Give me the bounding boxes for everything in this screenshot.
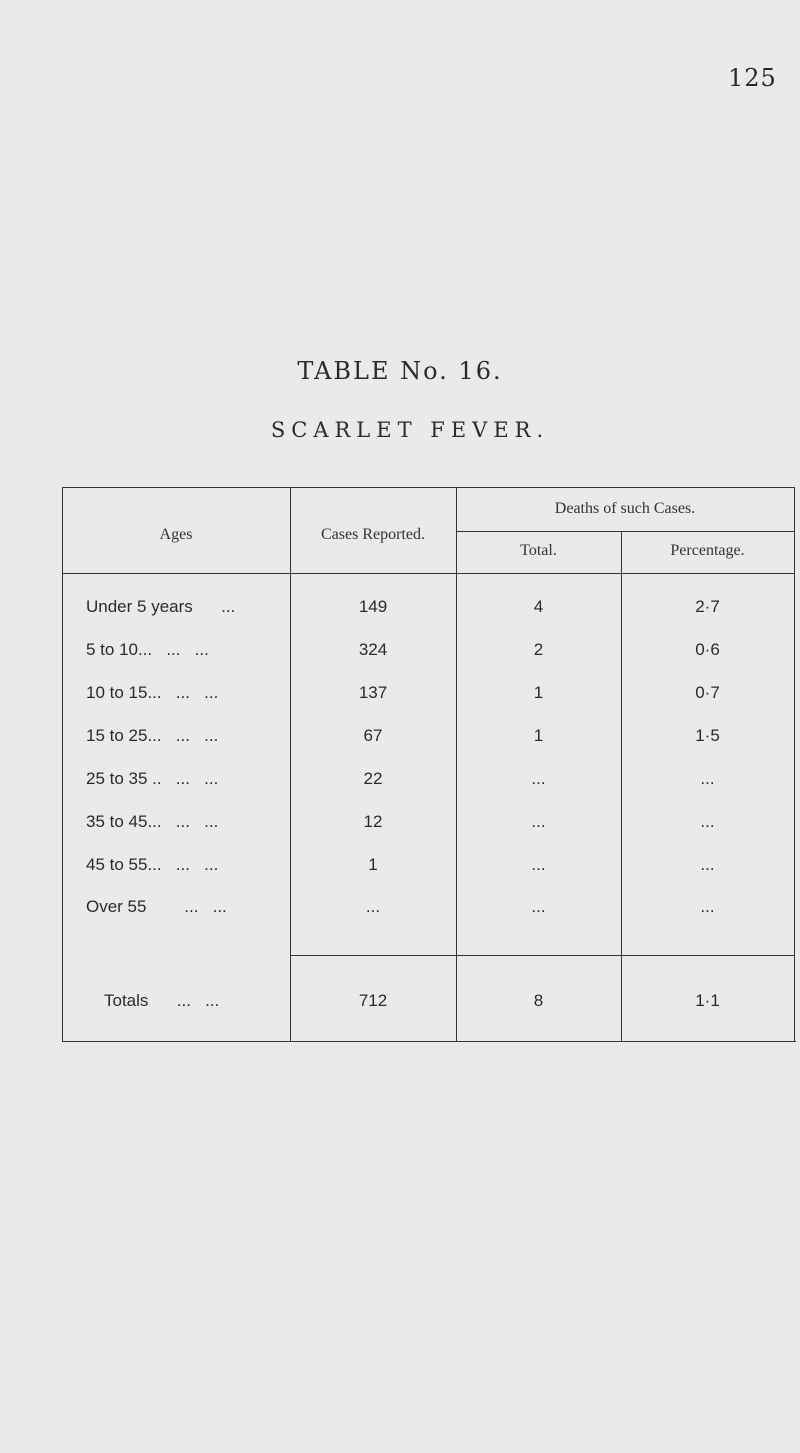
row-total: 4 <box>533 597 544 616</box>
row-percentage: 0·6 <box>695 640 720 659</box>
row-cases: 137 <box>358 683 388 702</box>
row-total: ... <box>531 812 546 831</box>
row-age: 45 to 55... ... ... <box>86 855 219 874</box>
header-cases-reported: Cases Reported. <box>321 526 425 543</box>
row-percentage: ... <box>700 855 715 874</box>
totals-cases: 712 <box>358 991 388 1010</box>
row-cases: 12 <box>363 812 383 831</box>
cases-deaths-divider <box>456 487 457 1041</box>
row-age: Over 55 ... ... <box>86 897 227 916</box>
right-border <box>794 487 795 1041</box>
row-percentage: ... <box>700 897 715 916</box>
row-age: 25 to 35 .. ... ... <box>86 769 219 788</box>
header-total: Total. <box>520 542 557 559</box>
row-percentage: 0·7 <box>695 683 720 702</box>
totals-deaths: 8 <box>533 991 544 1010</box>
page-number: 125 <box>728 64 777 92</box>
left-border <box>62 487 63 1041</box>
row-total: ... <box>531 855 546 874</box>
header-percentage: Percentage. <box>670 542 745 559</box>
table-title: TABLE No. 16. <box>297 357 503 385</box>
row-total: ... <box>531 897 546 916</box>
header-bottom-rule <box>62 573 794 574</box>
deaths-subheader-rule <box>456 531 794 532</box>
row-cases: 324 <box>358 640 388 659</box>
table-subtitle: SCARLET FEVER. <box>270 418 550 442</box>
row-cases: 149 <box>358 597 388 616</box>
row-age: Under 5 years ... <box>86 597 236 616</box>
totals-label: Totals ... ... <box>104 991 220 1010</box>
row-percentage: ... <box>700 769 715 788</box>
totals-rule <box>290 955 794 956</box>
row-age: 10 to 15... ... ... <box>86 683 219 702</box>
row-cases: ... <box>365 897 381 916</box>
ages-cases-divider <box>290 487 291 1041</box>
row-percentage: 1·5 <box>695 726 720 745</box>
row-total: 1 <box>533 683 544 702</box>
header-ages: Ages <box>159 526 193 543</box>
row-total: 2 <box>533 640 544 659</box>
row-age: 35 to 45... ... ... <box>86 812 219 831</box>
row-percentage: 2·7 <box>695 597 720 616</box>
totals-percentage: 1·1 <box>695 991 720 1010</box>
header-deaths-of-such-cases: Deaths of such Cases. <box>554 500 696 517</box>
row-cases: 67 <box>363 726 383 745</box>
row-age: 15 to 25... ... ... <box>86 726 219 745</box>
row-total: ... <box>531 769 546 788</box>
row-percentage: ... <box>700 812 715 831</box>
table-top-rule <box>62 487 794 488</box>
table-bottom-rule <box>62 1041 796 1042</box>
row-total: 1 <box>533 726 544 745</box>
row-cases: 22 <box>363 769 383 788</box>
row-cases: 1 <box>368 855 378 874</box>
row-age: 5 to 10... ... ... <box>86 640 209 659</box>
